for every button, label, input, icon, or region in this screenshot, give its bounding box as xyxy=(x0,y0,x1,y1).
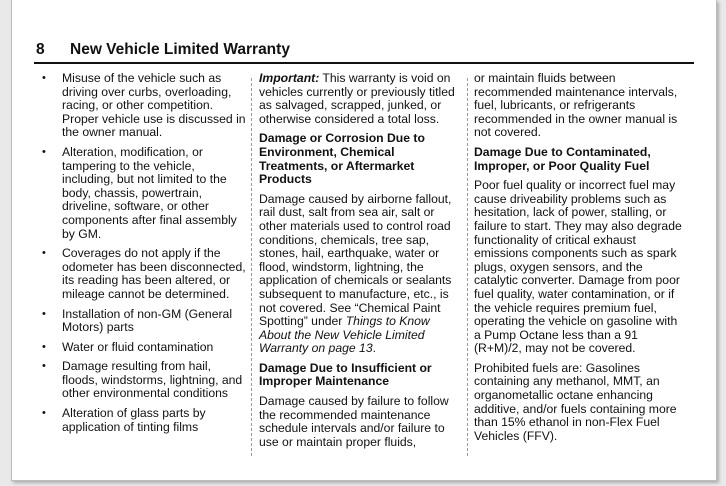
section-body-prohibited-fuels: Prohibited fuels are: Gasolines containing any methanol, MMT, an organometallic octane enhancing additive, and/or fuels containing more than 15% ethanol in non-Flex Fuel Vehicles (FFV). xyxy=(474,360,677,443)
list-item: • Installation of non-GM (General Motors) parts xyxy=(42,306,233,335)
important-note: Important: This warranty is void on vehicles currently or previously titled as salvaged, scrapped, junked, or otherwise considered a total loss. xyxy=(259,71,455,126)
bullet-icon: • xyxy=(42,407,46,420)
list-item: • Coverages do not apply if the odometer has been disconnected, its reading has been altered, or mileage cannot be determined. xyxy=(42,246,246,301)
column-divider-1 xyxy=(251,78,252,456)
section-heading-fuel: Damage Due to Contaminated, Improper, or Poor Quality Fuel xyxy=(474,144,651,173)
list-item: • Damage resulting from hail, floods, windstorms, lightning, and other environmental conditions xyxy=(42,359,243,401)
page-number: 8 xyxy=(36,41,45,58)
section-body-maintenance-continued: or maintain fluids between recommended maintenance intervals, fuel, lubricants, or refrigerants recommended in the owner manual is not covered. xyxy=(474,71,678,140)
page-title: New Vehicle Limited Warranty xyxy=(70,41,290,58)
bullet-icon: • xyxy=(42,247,46,260)
column-3 xyxy=(474,72,684,449)
section-heading-maintenance: Damage Due to Insufficient or Improper Maintenance xyxy=(259,360,432,389)
bullet-icon: • xyxy=(42,360,46,373)
header-rule xyxy=(34,62,694,64)
list-item: • Alteration, modification, or tampering to the vehicle, including, but not limited to the body, chassis, powertrain, driveline, software, or other components after final assembly by GM. xyxy=(42,144,237,241)
section-heading-environment: Damage or Corrosion Due to Environment, Chemical Treatments, or Aftermarket Products xyxy=(259,131,425,187)
bullet-icon: • xyxy=(42,72,46,84)
bullet-icon: • xyxy=(42,145,46,158)
section-body-fuel: Poor fuel quality or incorrect fuel may cause driveability problems such as hesitation, lack of power, stalling, or failure to start. They may also degrade functionality of critical exhaust emissions components such as spark plugs, oxygen sensors, and the catalytic converter. Damage from poor fuel quality, water contamination, or if the vehicle requires premium fuel, operating the vehicle on gasoline with a Pump Octane less than a 91 (R+M)/2, may not be covered. xyxy=(474,178,682,356)
page-header xyxy=(36,40,692,60)
cross-reference: Things to Know About the New Vehicle Limited Warranty on page 13 xyxy=(259,314,430,356)
list-item: • Misuse of the vehicle such as driving over curbs, overloading, racing, or other competition. Proper vehicle use is discussed in the owner manual. xyxy=(42,71,246,140)
section-body-maintenance: Damage caused by failure to follow the recommended maintenance schedule intervals and/or failure to use or maintain proper fluids, xyxy=(259,394,449,449)
exclusions-list xyxy=(40,72,248,434)
important-label: Important: xyxy=(259,71,320,85)
section-body-environment: Damage caused by airborne fallout, rail dust, salt from sea air, salt or other materials used to control road conditions, chemicals, tree sap, stones, hail, earthquake, water or flood, windstorm, lightning, the application of chemicals or sealants subsequent to manufacture, etc., is not covered. See “Chemical Paint Spotting” under Things to Know About the New Vehicle Limited Warranty on page 13. xyxy=(259,191,452,356)
list-item: • Water or fluid contamination xyxy=(42,339,214,354)
document-page xyxy=(11,0,717,481)
column-2 xyxy=(259,72,464,455)
bullet-icon: • xyxy=(42,340,46,353)
column-divider-2 xyxy=(467,78,468,456)
column-1 xyxy=(40,72,248,440)
list-item: • Alteration of glass parts by application of tinting films xyxy=(42,406,206,434)
bullet-icon: • xyxy=(42,307,46,320)
